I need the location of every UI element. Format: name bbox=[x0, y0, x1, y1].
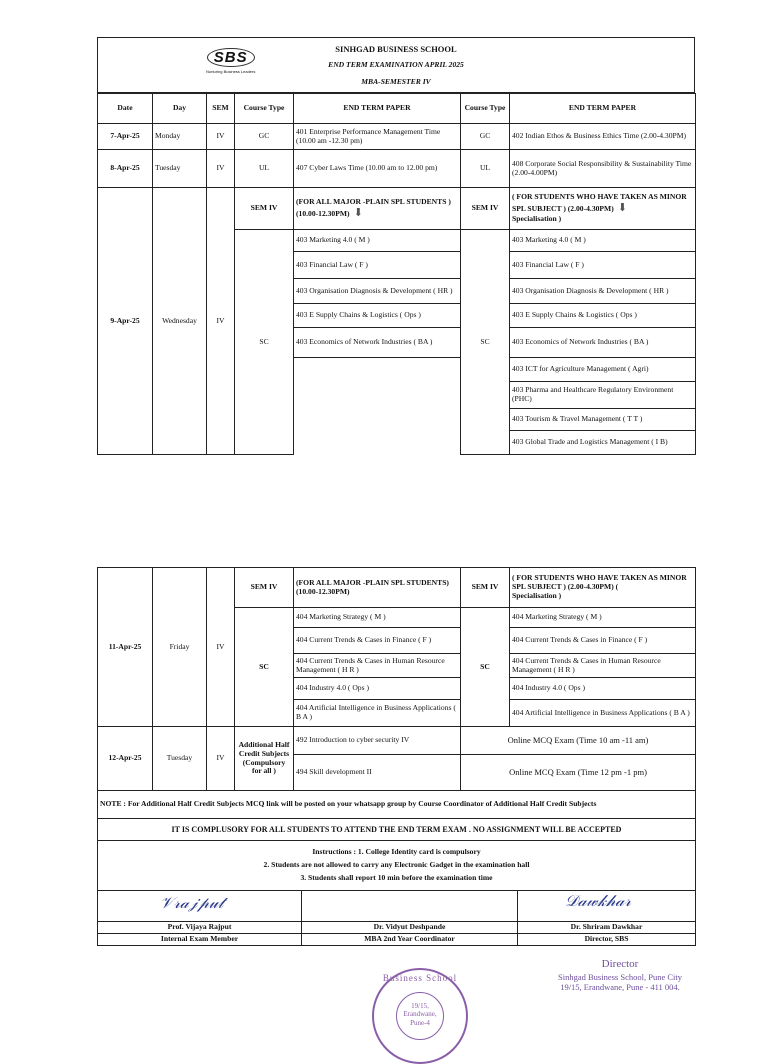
sem-label-cell: SEM IV bbox=[461, 568, 510, 608]
major-header-text: (FOR ALL MAJOR -PLAIN SPL STUDENTS ) (10.00-12.30PM) bbox=[296, 196, 451, 218]
signature-row bbox=[98, 891, 696, 922]
schedule-sheet-2 bbox=[97, 567, 695, 946]
paper-cell: 404 Artificial Intelligence in Business Applications ( B A ) bbox=[294, 700, 461, 727]
paper-cell: 403 Organisation Diagnosis & Development ( HR ) bbox=[510, 279, 696, 304]
signature-table bbox=[97, 891, 696, 946]
sem-cell: IV bbox=[207, 568, 235, 727]
col-end-term-paper: END TERM PAPER bbox=[294, 94, 461, 124]
seal-center-text: 19/15, Erandwane, Pune-4 bbox=[403, 1002, 437, 1027]
sbs-logo-mark: SBS bbox=[207, 48, 255, 67]
day-cell: Tuesday bbox=[153, 727, 207, 791]
paper-cell: 403 Pharma and Healthcare Regulatory Environment (PHC) bbox=[510, 382, 696, 409]
paper-cell: 404 Artificial Intelligence in Business Applications ( B A ) bbox=[510, 700, 696, 727]
exam-title: END TERM EXAMINATION APRIL 2025 bbox=[328, 59, 464, 69]
paper-cell: 403 E Supply Chains & Logistics ( Ops ) bbox=[510, 304, 696, 328]
director-stamp bbox=[540, 958, 700, 993]
timetable-1 bbox=[97, 93, 696, 455]
school-seal bbox=[372, 968, 468, 1064]
school-logo bbox=[206, 48, 255, 76]
empty-cell bbox=[294, 358, 461, 455]
course-type-cell: UL bbox=[461, 150, 510, 188]
table-row bbox=[98, 727, 696, 755]
table-row bbox=[98, 791, 696, 819]
instruction-line: 2. Students are not allowed to carry any Electronic Gadget in the examination hall bbox=[263, 860, 530, 870]
minor-header-cell bbox=[510, 568, 696, 608]
director-stamp-line: Sinhgad Business School, Pune City bbox=[558, 971, 682, 982]
minor-header-cell bbox=[510, 188, 696, 230]
sem-cell: IV bbox=[207, 150, 235, 188]
course-type-cell: GC bbox=[461, 124, 510, 150]
paper-cell: 403 Organisation Diagnosis & Development ( HR ) bbox=[294, 279, 461, 304]
seal-text: Business School bbox=[382, 973, 458, 983]
col-sem: SEM bbox=[207, 94, 235, 124]
paper-cell: 494 Skill development II bbox=[294, 755, 461, 791]
schedule-sheet-1 bbox=[97, 37, 695, 455]
course-type-cell: UL bbox=[235, 150, 294, 188]
table-row bbox=[98, 819, 696, 841]
paper-cell: 403 Marketing 4.0 ( M ) bbox=[294, 230, 461, 252]
course-type-cell: SC bbox=[235, 230, 294, 455]
signature-cell bbox=[302, 891, 518, 922]
instruction-line: 3. Students shall report 10 min before the examination time bbox=[300, 872, 493, 882]
sem-cell: IV bbox=[207, 124, 235, 150]
table-row bbox=[98, 568, 696, 608]
paper-cell: 403 Financial Law ( F ) bbox=[510, 252, 696, 279]
paper-cell: 402 Indian Ethos & Business Ethics Time (2.00-4.30PM) bbox=[510, 124, 696, 150]
sem-label-cell: SEM IV bbox=[461, 188, 510, 230]
course-type-cell: SC bbox=[235, 608, 294, 727]
col-date: Date bbox=[98, 94, 153, 124]
instruction-line: Instructions : 1. College Identity card is compulsory bbox=[312, 847, 481, 857]
col-day: Day bbox=[153, 94, 207, 124]
paper-cell: 403 Marketing 4.0 ( M ) bbox=[510, 230, 696, 252]
day-cell: Friday bbox=[153, 568, 207, 727]
program-title: MBA-SEMESTER IV bbox=[361, 77, 431, 87]
sem-label-cell: SEM IV bbox=[235, 188, 294, 230]
signatory-role: MBA 2nd Year Coordinator bbox=[302, 934, 518, 946]
signature-role-row bbox=[98, 934, 696, 946]
director-stamp-line: 19/15, Erandwane, Pune - 411 004. bbox=[560, 982, 680, 993]
date-cell: 11-Apr-25 bbox=[98, 568, 153, 727]
paper-cell: 403 Economics of Network Industries ( BA ) bbox=[294, 328, 461, 358]
paper-cell: 404 Current Trends & Cases in Finance ( F ) bbox=[510, 628, 696, 654]
col-course-type-2: Course Type bbox=[461, 94, 510, 124]
arrow-down-icon: ⬇ bbox=[617, 202, 627, 215]
course-type-cell: Additional Half Credit Subjects (Compulsory for all ) bbox=[235, 727, 294, 791]
paper-cell: 403 Global Trade and Logistics Management ( I B) bbox=[510, 431, 696, 455]
minor-header-text: ( FOR STUDENTS WHO HAVE TAKEN AS MINOR SPL SUBJECT ) (2.00-4.30PM) ( bbox=[512, 573, 687, 592]
paper-cell: 403 E Supply Chains & Logistics ( Ops ) bbox=[294, 304, 461, 328]
paper-cell: 404 Current Trends & Cases in Finance ( F ) bbox=[294, 628, 461, 654]
col-end-term-paper-2: END TERM PAPER bbox=[510, 94, 696, 124]
column-header-row bbox=[98, 94, 696, 124]
signatory-name: Dr. Vidyut Deshpande bbox=[302, 922, 518, 934]
signature-cell bbox=[98, 891, 302, 922]
signatory-name: Prof. Vijaya Rajput bbox=[98, 922, 302, 934]
paper-cell: 404 Current Trends & Cases in Human Resource Management ( H R ) bbox=[510, 654, 696, 678]
table-row bbox=[98, 124, 696, 150]
table-row bbox=[98, 841, 696, 891]
paper-cell: 403 ICT for Agriculture Management ( Agri) bbox=[510, 358, 696, 382]
director-stamp-title: Director bbox=[601, 958, 639, 970]
paper-cell: 404 Current Trends & Cases in Human Resource Management ( H R ) bbox=[294, 654, 461, 678]
signature-name-row bbox=[98, 922, 696, 934]
paper-cell: 404 Marketing Strategy ( M ) bbox=[294, 608, 461, 628]
arrow-down-icon: ⬇ bbox=[353, 206, 363, 219]
date-cell: 7-Apr-25 bbox=[98, 124, 153, 150]
paper-cell: 403 Economics of Network Industries ( BA ) bbox=[510, 328, 696, 358]
mcq-exam-cell: Online MCQ Exam (Time 10 am -11 am) bbox=[461, 727, 696, 755]
logo-tagline: Nurturing Business Leaders bbox=[206, 69, 256, 75]
signatory-name: Dr. Shriram Dawkhar bbox=[518, 922, 696, 934]
paper-cell: 404 Industry 4.0 ( Ops ) bbox=[510, 678, 696, 700]
compulsory-notice: IT IS COMPLUSORY FOR ALL STUDENTS TO ATTEND THE END TERM EXAM . NO ASSIGNMENT WILL BE ACCEPTED bbox=[98, 819, 696, 841]
date-cell: 8-Apr-25 bbox=[98, 150, 153, 188]
header-table bbox=[97, 37, 695, 93]
header-cell bbox=[98, 38, 695, 93]
major-header-cell bbox=[294, 188, 461, 230]
paper-cell: 408 Corporate Social Responsibility & Sustainability Time (2.00-4.00PM) bbox=[510, 150, 696, 188]
minor-spec-text: Specialisation ) bbox=[512, 213, 562, 223]
course-type-cell: SC bbox=[461, 230, 510, 455]
paper-cell: 404 Marketing Strategy ( M ) bbox=[510, 608, 696, 628]
minor-header-text: ( FOR STUDENTS WHO HAVE TAKEN AS MINOR SPL SUBJECT ) (2.00-4.30PM) bbox=[512, 192, 687, 214]
timetable-2 bbox=[97, 567, 696, 891]
mcq-exam-cell: Online MCQ Exam (Time 12 pm -1 pm) bbox=[461, 755, 696, 791]
instructions-cell bbox=[98, 841, 696, 891]
paper-cell: 404 Industry 4.0 ( Ops ) bbox=[294, 678, 461, 700]
paper-cell: 492 Introduction to cyber security IV bbox=[294, 727, 461, 755]
date-cell: 9-Apr-25 bbox=[98, 188, 153, 455]
sem-cell: IV bbox=[207, 188, 235, 455]
table-row bbox=[98, 150, 696, 188]
day-cell: Monday bbox=[153, 124, 207, 150]
course-type-cell: GC bbox=[235, 124, 294, 150]
signature-cell bbox=[518, 891, 696, 922]
col-course-type: Course Type bbox=[235, 94, 294, 124]
signatory-role: Director, SBS bbox=[518, 934, 696, 946]
paper-cell: 401 Enterprise Performance Management Time (10.00 am -12.30 pm) bbox=[294, 124, 461, 150]
paper-cell: 403 Financial Law ( F ) bbox=[294, 252, 461, 279]
paper-cell: 407 Cyber Laws Time (10.00 am to 12.00 pm) bbox=[294, 150, 461, 188]
paper-cell: 403 Tourism & Travel Management ( T T ) bbox=[510, 409, 696, 431]
course-type-cell: SC bbox=[461, 608, 510, 727]
day-cell: Tuesday bbox=[153, 150, 207, 188]
date-cell: 12-Apr-25 bbox=[98, 727, 153, 791]
signatory-role: Internal Exam Member bbox=[98, 934, 302, 946]
note-cell: NOTE : For Additional Half Credit Subjects MCQ link will be posted on your whatsapp group by Course Coordinator of Additional Half Credit Subjects bbox=[98, 791, 696, 819]
signature-mark: 𝒟𝒶𝓌𝓀𝒽𝒶𝓇 bbox=[565, 891, 631, 910]
sem-cell: IV bbox=[207, 727, 235, 791]
sem-label-cell: SEM IV bbox=[235, 568, 294, 608]
major-header-cell: (FOR ALL MAJOR -PLAIN SPL STUDENTS) (10.00-12.30PM) bbox=[294, 568, 461, 608]
minor-spec-text: Specialisation ) bbox=[512, 590, 562, 600]
day-cell: Wednesday bbox=[153, 188, 207, 455]
signature-mark: 𝒱𝓇𝒶𝒿𝓅𝓊𝓉 bbox=[160, 893, 224, 912]
school-name: SINHGAD BUSINESS SCHOOL bbox=[335, 43, 457, 54]
table-row bbox=[98, 188, 696, 230]
